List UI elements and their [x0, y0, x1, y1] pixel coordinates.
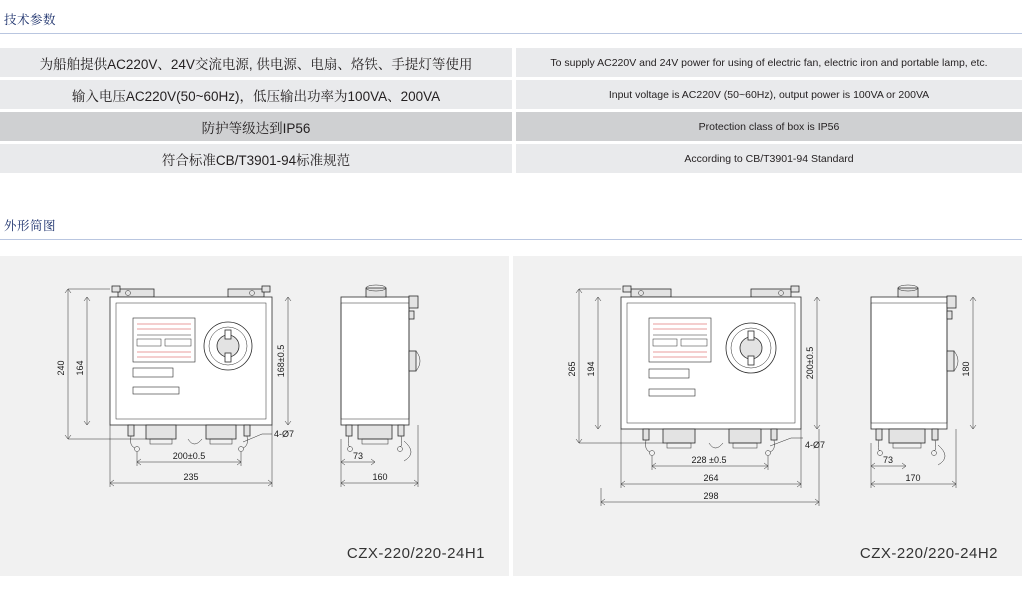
- outline-figures: [0, 256, 1022, 576]
- dim-h2-side-73: 73: [882, 455, 894, 465]
- dim-h1-holes: 4-Ø7: [274, 429, 295, 439]
- spec-cn-1: 输入电压AC220V(50~60Hz)，低压输出功率为100VA、200VA: [0, 80, 512, 109]
- spec-en-3: According to CB/T3901-94 Standard: [516, 144, 1022, 173]
- dim-h2-side-180: 180: [961, 361, 971, 377]
- table-row: [0, 48, 1022, 77]
- table-row: [0, 112, 1022, 141]
- spec-en-2: Protection class of box is IP56: [516, 112, 1022, 141]
- dim-h2-200: 200±0.5: [805, 346, 815, 380]
- dim-h1-235: 235: [183, 472, 199, 482]
- figure-panel-h2: [513, 256, 1022, 576]
- dim-h1-200: 200±0.5: [172, 451, 206, 461]
- figure-caption-h2: CZX-220/220-24H2: [859, 545, 998, 562]
- outline-title: 外形简图: [0, 210, 1022, 240]
- table-row: [0, 144, 1022, 173]
- spec-cn-2: 防护等级达到IP56: [0, 112, 512, 141]
- spec-en-0: To supply AC220V and 24V power for using of electric fan, electric iron and portable lamp, etc.: [516, 48, 1022, 77]
- spec-cn-0: 为船舶提供AC220V、24V交流电源, 供电源、电扇、烙铁、手提灯等使用: [0, 48, 512, 77]
- dim-h1-240: 240: [56, 360, 66, 376]
- spec-en-1: Input voltage is AC220V (50~60Hz), output power is 100VA or 200VA: [516, 80, 1022, 109]
- dim-h2-264: 264: [703, 473, 719, 483]
- dim-h2-194: 194: [586, 361, 596, 377]
- dim-h2-265: 265: [567, 361, 577, 377]
- dim-h1-168: 168±0.5: [276, 344, 286, 378]
- dim-h2-side-170: 170: [905, 473, 921, 483]
- drawing-h1: [0, 256, 509, 546]
- tech-params-title: 技术参数: [0, 4, 1022, 34]
- dim-h2-holes: 4-Ø7: [805, 440, 826, 450]
- drawing-h2: [513, 256, 1022, 546]
- dim-h1-side-160: 160: [372, 472, 388, 482]
- table-row: [0, 80, 1022, 109]
- dim-h1-side-73: 73: [352, 451, 364, 461]
- figure-panel-h1: [0, 256, 509, 576]
- spec-table: [0, 48, 1022, 176]
- dim-h2-298: 298: [703, 491, 719, 501]
- dim-h1-164: 164: [75, 360, 85, 376]
- spec-cn-3: 符合标准CB/T3901-94标准规范: [0, 144, 512, 173]
- figure-caption-h1: CZX-220/220-24H1: [346, 545, 485, 562]
- dim-h2-228: 228 ±0.5: [691, 455, 727, 465]
